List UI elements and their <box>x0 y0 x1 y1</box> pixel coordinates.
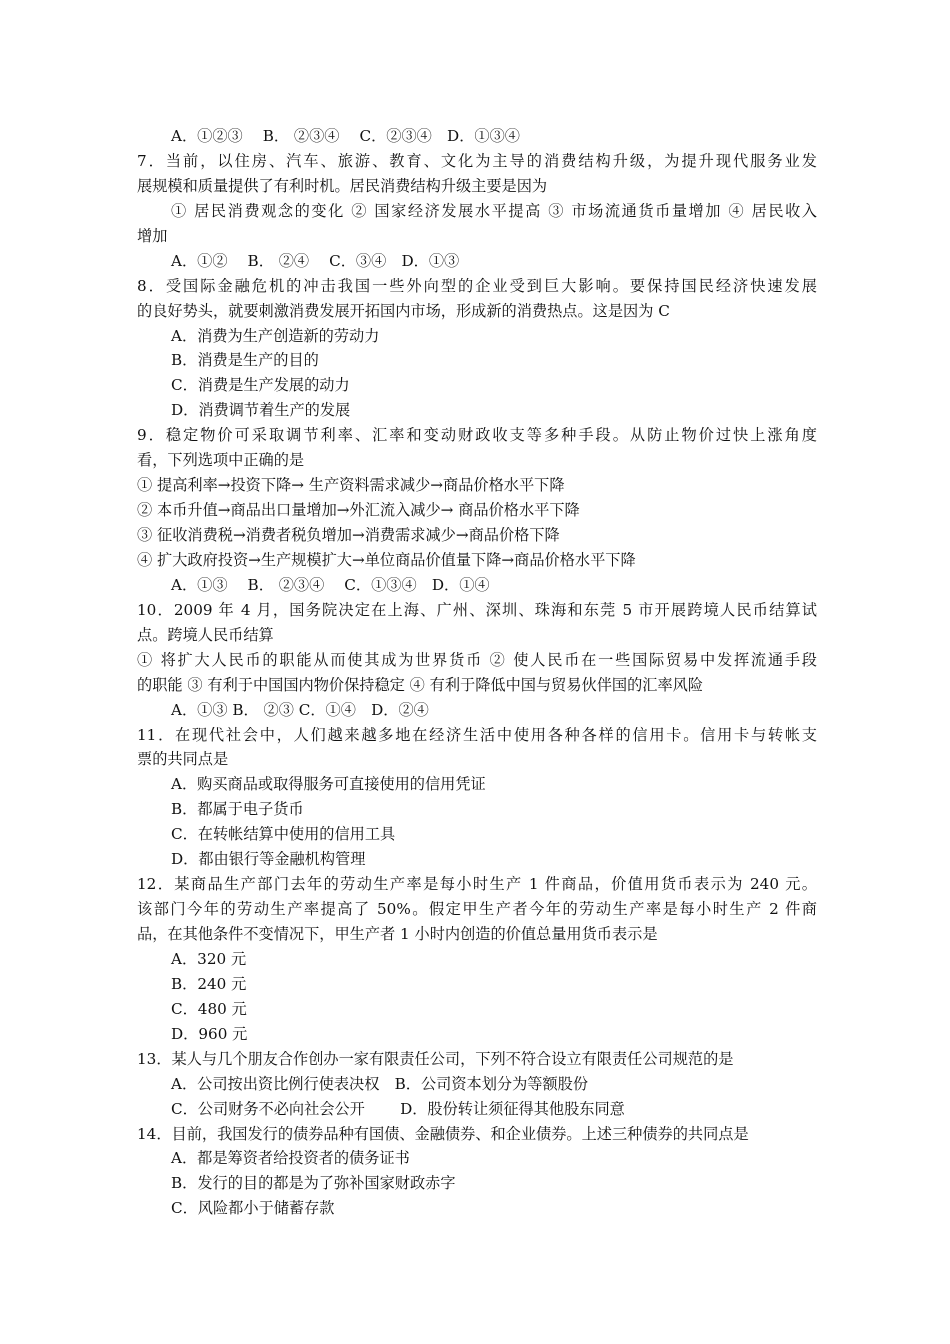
text-line: ③ 征收消费税→消费者税负增加→消费需求减少→商品价格下降 <box>137 526 560 544</box>
text-line: C．公司财务不必向社会公开 D．股份转让须征得其他股东同意 <box>171 1099 625 1118</box>
text-line: 该部门今年的劳动生产率提高了 50%。假定甲生产者今年的劳动生产率是每小时生产 2 件商 <box>137 900 817 919</box>
text-line: 10．2009 年 4 月，国务院决定在上海、广州、深圳、珠海和东莞 5 市开展跨境人民币结算试 <box>137 600 817 619</box>
text-line: D．消费调节着生产的发展 <box>171 401 351 420</box>
text-line: A．消费为生产创造新的劳动力 <box>171 326 380 345</box>
text-line: A．公司按出资比例行使表决权 B．公司资本划分为等额股份 <box>171 1074 589 1093</box>
text-line: A．320 元 <box>171 949 247 968</box>
text-line: 8．受国际金融危机的冲击我国一些外向型的企业受到巨大影响。要保持国民经济快速发展 <box>137 276 817 295</box>
text-line: C．消费是生产发展的动力 <box>171 376 350 395</box>
text-line: A．①② B． ②④ C．③④ D．①③ <box>171 251 460 270</box>
text-line: ① 提高利率→投资下降→ 生产资料需求减少→商品价格水平下降 <box>137 476 565 495</box>
text-line: B．都属于电子货币 <box>171 800 304 819</box>
text-line: 7．当前，以住房、汽车、旅游、教育、文化为主导的消费结构升级，为提升现代服务业发 <box>137 151 817 170</box>
text-line: ④ 扩大政府投资→生产规模扩大→单位商品价值量下降→商品价格水平下降 <box>137 550 636 569</box>
text-line: B．240 元 <box>171 974 247 993</box>
document-page <box>137 124 817 1221</box>
text-line: D．960 元 <box>171 1024 248 1043</box>
text-line: C．在转帐结算中使用的信用工具 <box>171 825 396 844</box>
text-line: 票的共同点是 <box>137 750 229 769</box>
text-line: D．都由银行等金融机构管理 <box>171 850 366 869</box>
text-line: A．①③ B． ②③④ C．①③④ D．①④ <box>171 575 490 594</box>
text-line: ① 居民消费观念的变化 ② 国家经济发展水平提高 ③ 市场流通货币量增加 ④ 居民收入 <box>171 201 817 220</box>
text-line: 看，下列选项中正确的是 <box>137 451 305 470</box>
text-line: ① 将扩大人民币的职能从而使其成为世界货币 ② 使人民币在一些国际贸易中发挥流通手段 <box>137 650 817 669</box>
text-line: 12．某商品生产部门去年的劳动生产率是每小时生产 1 件商品，价值用货币表示为 240 元。 <box>137 875 817 894</box>
text-line: C．风险都小于储蓄存款 <box>171 1199 335 1218</box>
text-line: 的良好势头，就要刺激消费发展开拓国内市场，形成新的消费热点。这是因为 C <box>137 301 670 320</box>
text-line: 增加 <box>137 226 168 245</box>
text-line: A．①③ B． ②③ C．①④ D．②④ <box>171 700 429 719</box>
text-line: A．①②③ B． ②③④ C．②③④ D．①③④ <box>171 127 520 145</box>
text-line: C．480 元 <box>171 999 247 1018</box>
text-line: 的职能 ③ 有利于中国国内物价保持稳定 ④ 有利于降低中国与贸易伙伴国的汇率风险 <box>137 675 704 694</box>
text-line: ② 本币升值→商品出口量增加→外汇流入减少→ 商品价格水平下降 <box>137 501 580 520</box>
text-line: A．都是筹资者给投资者的债务证书 <box>171 1149 410 1168</box>
text-line: B．发行的目的都是为了弥补国家财政赤字 <box>171 1174 456 1193</box>
text-line: 点。跨境人民币结算 <box>137 625 274 644</box>
text-line: 14．目前，我国发行的债券品种有国债、金融债券、和企业债券。上述三种债券的共同点是 <box>137 1124 749 1143</box>
text-line: 13．某人与几个朋友合作创办一家有限责任公司，下列不符合设立有限责任公司规范的是 <box>137 1049 734 1068</box>
text-line: 品，在其他条件不变情况下，甲生产者 1 小时内创造的价值总量用货币表示是 <box>137 925 658 943</box>
document-body <box>137 124 817 1221</box>
text-line: B．消费是生产的目的 <box>171 351 319 370</box>
text-line: 9．稳定物价可采取调节利率、汇率和变动财政收支等多种手段。从防止物价过快上涨角度 <box>137 426 817 445</box>
text-line: 展规模和质量提供了有利时机。居民消费结构升级主要是因为 <box>137 176 548 195</box>
text-line: 11．在现代社会中，人们越来越多地在经济生活中使用各种各样的信用卡。信用卡与转帐支 <box>137 725 817 744</box>
text-line: A．购买商品或取得服务可直接使用的信用凭证 <box>171 775 486 794</box>
